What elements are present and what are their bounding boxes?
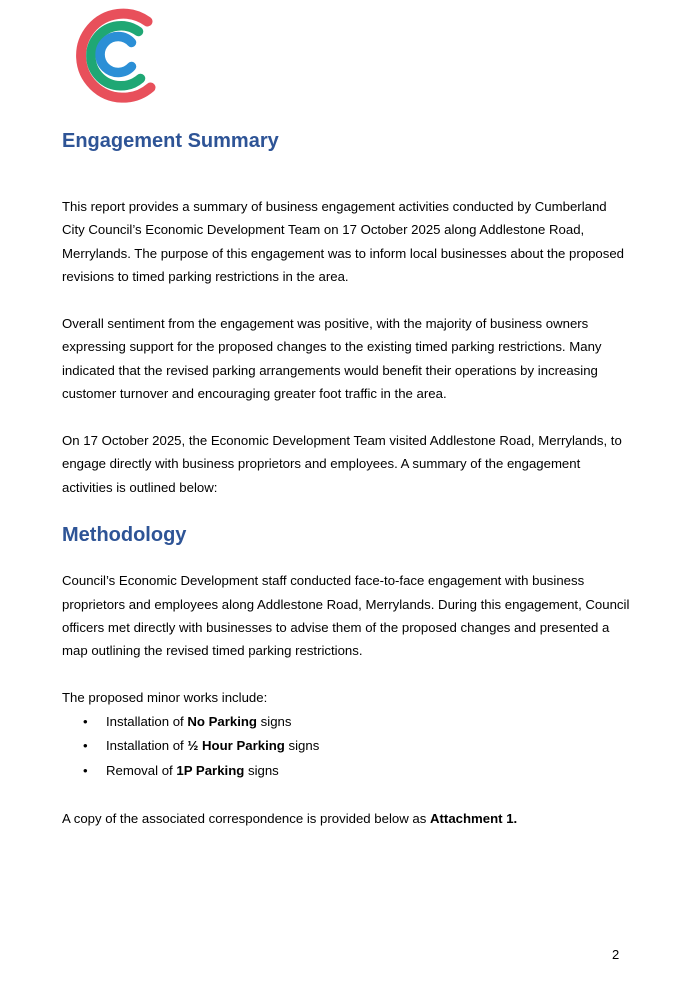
engagement-summary-heading: Engagement Summary	[62, 130, 279, 152]
methodology-paragraph: Council’s Economic Development staff conducted face-to-face engagement with business proprietors and employees along Addlestone Road, Merrylands. During this engagement, Council officers met directly with businesses to advise them of the proposed changes and presented a map outlining the revised timed parking restrictions.	[62, 573, 630, 659]
list-item-text: Removal of	[106, 762, 177, 778]
minor-works-list	[62, 710, 632, 784]
page-number: 2	[612, 947, 620, 962]
attachment-paragraph	[62, 807, 632, 830]
bullet-icon: •	[83, 762, 88, 778]
list-item-text: signs	[257, 713, 292, 729]
council-logo	[66, 6, 160, 106]
attachment-reference: Attachment 1.	[430, 810, 518, 826]
minor-works-intro: The proposed minor works include:	[62, 690, 268, 706]
list-item-bold-text: 1P Parking	[176, 762, 245, 778]
list-item-bold-text: ½ Hour Parking	[187, 738, 285, 754]
intro-paragraph-1: This report provides a summary of business engagement activities conducted by Cumberland City Council’s Economic Development Team on 17 October 2025 along Addlestone Road, Merrylands. The purpose of this engagement was to inform local businesses about the proposed revisions to timed parking restrictions in the area.	[62, 199, 625, 285]
intro-paragraph-2: Overall sentiment from the engagement was positive, with the majority of business owners expressing support for the proposed changes to the existing timed parking restrictions. Many indicated that the revised parking arrangements would benefit their operations by increasing customer turnover and encouraging greater foot traffic in the area.	[62, 316, 602, 402]
list-item-bold-text: No Parking	[187, 713, 257, 729]
list-item-text: signs	[244, 762, 279, 778]
list-item-text: Installation of	[106, 738, 188, 754]
methodology-heading: Methodology	[62, 524, 187, 547]
document-body	[62, 126, 632, 853]
list-item	[62, 710, 632, 735]
attachment-text: A copy of the associated correspondence is provided below as	[62, 810, 431, 826]
list-item-text: signs	[284, 738, 320, 754]
list-item	[62, 759, 632, 784]
list-item	[62, 734, 632, 759]
list-item-text: Installation of	[106, 713, 188, 729]
bullet-icon: •	[83, 713, 88, 729]
bullet-icon: •	[83, 738, 88, 754]
logo-inner-arc	[100, 37, 131, 73]
intro-paragraph-3: On 17 October 2025, the Economic Development Team visited Addlestone Road, Merrylands, to engage directly with business proprietors and employees. A summary of the engagement activities is outlined below:	[62, 433, 622, 495]
